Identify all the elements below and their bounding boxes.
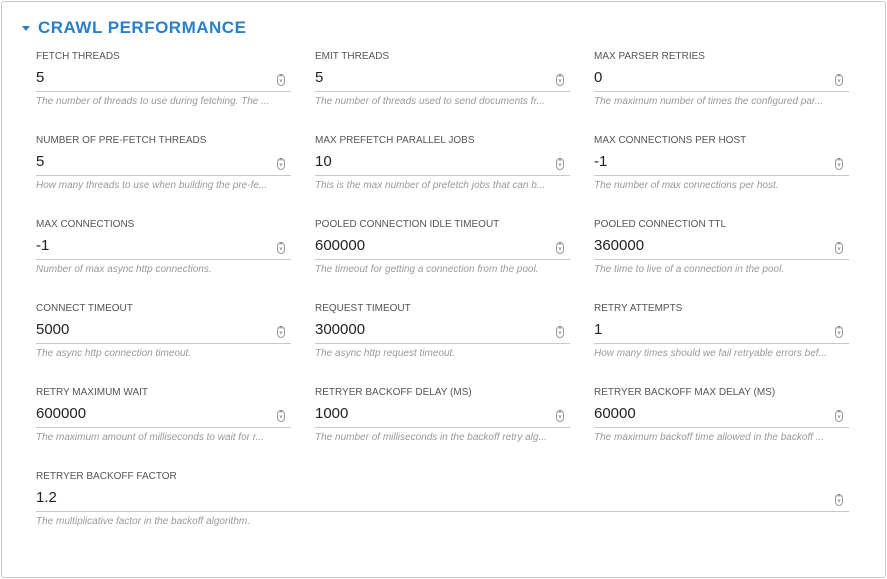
field-value: 60000 xyxy=(594,405,636,422)
connect-timeout-input[interactable] xyxy=(36,320,291,344)
fetch-threads-input[interactable] xyxy=(36,68,291,92)
field-description: The maximum amount of milliseconds to wait for r... xyxy=(36,432,265,443)
field-value: 5 xyxy=(315,69,324,86)
field-max-connections-per-host xyxy=(594,135,849,191)
field-description: This is the max number of prefetch jobs that can b... xyxy=(315,180,546,191)
retry-maximum-wait-input[interactable] xyxy=(36,404,291,428)
spinner-icon[interactable]: ˄ ˅ xyxy=(556,158,564,170)
field-description: The number of milliseconds in the backoff retry alg... xyxy=(315,432,547,443)
field-value: 1.2 xyxy=(36,489,57,506)
max-connections-input[interactable] xyxy=(36,236,291,260)
field-max-prefetch-parallel-jobs xyxy=(315,135,570,191)
spinner-icon[interactable]: ˄ ˅ xyxy=(277,158,285,170)
field-max-connections xyxy=(36,219,291,275)
field-value: 0 xyxy=(594,69,603,86)
emit-threads-input[interactable] xyxy=(315,68,570,92)
field-value: 5000 xyxy=(36,321,70,338)
spinner-icon[interactable]: ˄ ˅ xyxy=(277,326,285,338)
spinner-icon[interactable]: ˄ ˅ xyxy=(556,242,564,254)
spinner-icon[interactable]: ˄ ˅ xyxy=(277,74,285,86)
field-emit-threads xyxy=(315,51,570,107)
field-label: MAX PARSER RETRIES xyxy=(594,51,705,62)
field-description: How many threads to use when building the pre-fe... xyxy=(36,180,268,191)
field-label: POOLED CONNECTION TTL xyxy=(594,219,727,230)
field-value: 10 xyxy=(315,153,332,170)
pooled-connection-idle-timeout-input[interactable] xyxy=(315,236,570,260)
field-value: 300000 xyxy=(315,321,366,338)
field-label: MAX PREFETCH PARALLEL JOBS xyxy=(315,135,475,146)
field-description: The async http connection timeout. xyxy=(36,348,192,359)
spinner-icon[interactable]: ˄ ˅ xyxy=(835,326,843,338)
field-connect-timeout xyxy=(36,303,291,359)
pooled-connection-ttl-input[interactable] xyxy=(594,236,849,260)
max-prefetch-parallel-jobs-input[interactable] xyxy=(315,152,570,176)
field-label: EMIT THREADS xyxy=(315,51,390,62)
field-label: CONNECT TIMEOUT xyxy=(36,303,133,314)
retryer-backoff-delay-ms-input[interactable] xyxy=(315,404,570,428)
field-description: How many times should we fail retryable errors bef... xyxy=(594,348,827,359)
retryer-backoff-max-delay-ms-input[interactable] xyxy=(594,404,849,428)
field-label: FETCH THREADS xyxy=(36,51,120,62)
field-fetch-threads xyxy=(36,51,291,107)
field-value: 5 xyxy=(36,153,45,170)
spinner-icon[interactable]: ˄ ˅ xyxy=(835,410,843,422)
section-toggle[interactable] xyxy=(22,18,246,38)
field-label: RETRYER BACKOFF FACTOR xyxy=(36,471,177,482)
spinner-icon[interactable]: ˄ ˅ xyxy=(835,494,843,506)
field-description: The timeout for getting a connection from the pool. xyxy=(315,264,539,275)
field-request-timeout xyxy=(315,303,570,359)
max-connections-per-host-input[interactable] xyxy=(594,152,849,176)
field-label: RETRY ATTEMPTS xyxy=(594,303,683,314)
field-retryer-backoff-max-delay-ms xyxy=(594,387,849,443)
spinner-icon[interactable]: ˄ ˅ xyxy=(556,410,564,422)
field-retry-attempts xyxy=(594,303,849,359)
retry-attempts-input[interactable] xyxy=(594,320,849,344)
spinner-icon[interactable]: ˄ ˅ xyxy=(835,74,843,86)
field-pooled-connection-ttl xyxy=(594,219,849,275)
field-max-parser-retries xyxy=(594,51,849,107)
field-description: The number of threads to use during fetching. The ... xyxy=(36,96,270,107)
field-retryer-backoff-delay-ms xyxy=(315,387,570,443)
field-retryer-backoff-factor xyxy=(36,471,849,527)
field-label: MAX CONNECTIONS xyxy=(36,219,135,230)
field-description: The number of threads used to send documents fr... xyxy=(315,96,545,107)
max-parser-retries-input[interactable] xyxy=(594,68,849,92)
field-label: NUMBER OF PRE-FETCH THREADS xyxy=(36,135,207,146)
field-value: 1 xyxy=(594,321,603,338)
field-label: RETRYER BACKOFF MAX DELAY (MS) xyxy=(594,387,776,398)
spinner-icon[interactable]: ˄ ˅ xyxy=(556,326,564,338)
field-description: The number of max connections per host. xyxy=(594,180,779,191)
field-value: 600000 xyxy=(315,237,366,254)
field-value: 5 xyxy=(36,69,45,86)
spinner-icon[interactable]: ˄ ˅ xyxy=(277,242,285,254)
spinner-icon[interactable]: ˄ ˅ xyxy=(835,158,843,170)
field-value: 360000 xyxy=(594,237,645,254)
field-description: The maximum backoff time allowed in the backoff ... xyxy=(594,432,825,443)
field-description: The time to live of a connection in the pool. xyxy=(594,264,785,275)
field-label: RETRY MAXIMUM WAIT xyxy=(36,387,149,398)
field-value: 600000 xyxy=(36,405,87,422)
spinner-icon[interactable]: ˄ ˅ xyxy=(556,74,564,86)
section-title: CRAWL PERFORMANCE xyxy=(38,18,247,37)
field-label: RETRYER BACKOFF DELAY (MS) xyxy=(315,387,472,398)
spinner-icon[interactable]: ˄ ˅ xyxy=(835,242,843,254)
field-value: -1 xyxy=(594,153,608,170)
spinner-icon[interactable]: ˄ ˅ xyxy=(277,410,285,422)
request-timeout-input[interactable] xyxy=(315,320,570,344)
field-number-of-pre-fetch-threads xyxy=(36,135,291,191)
field-retry-maximum-wait xyxy=(36,387,291,443)
crawl-performance-panel xyxy=(1,1,886,578)
field-description: The async http request timeout. xyxy=(315,348,456,359)
field-description: Number of max async http connections. xyxy=(36,264,212,275)
field-value: 1000 xyxy=(315,405,349,422)
field-description: The multiplicative factor in the backoff algorithm. xyxy=(36,516,250,527)
field-label: REQUEST TIMEOUT xyxy=(315,303,411,314)
field-label: POOLED CONNECTION IDLE TIMEOUT xyxy=(315,219,500,230)
retryer-backoff-factor-input[interactable] xyxy=(36,488,849,512)
field-label: MAX CONNECTIONS PER HOST xyxy=(594,135,747,146)
number-of-pre-fetch-threads-input[interactable] xyxy=(36,152,291,176)
field-description: The maximum number of times the configured par... xyxy=(594,96,824,107)
field-value: -1 xyxy=(36,237,50,254)
caret-down-icon xyxy=(22,26,30,31)
field-pooled-connection-idle-timeout xyxy=(315,219,570,275)
